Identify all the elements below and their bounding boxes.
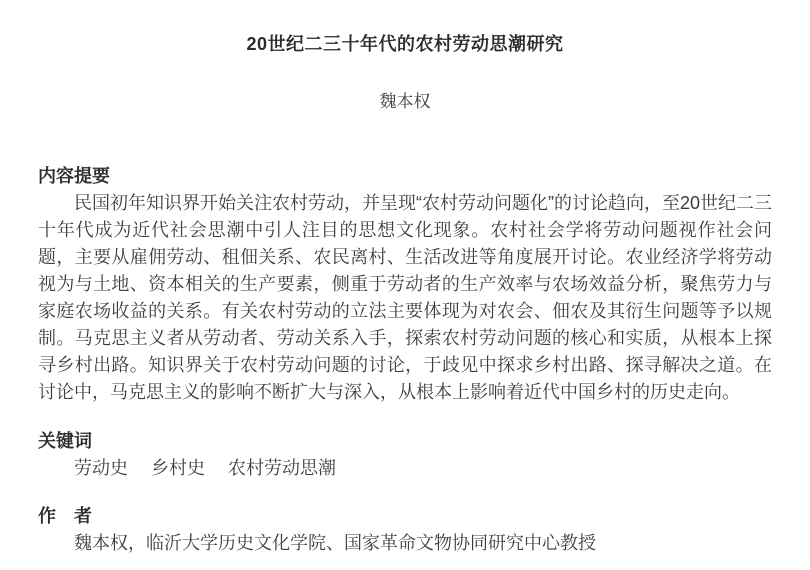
paper-title: 20世纪二三十年代的农村劳动思潮研究	[246, 34, 564, 54]
abstract-heading: 内容提要	[38, 166, 110, 186]
abstract-text: 民国初年知识界开始关注农村劳动，并呈现“农村劳动问题化”的讨论趋向，至20世纪二三十年代成为近代社会思潮中引人注目的思想文化现象。农村社会学将劳动问题视作社会问题，主要从雇佣劳动、租佃关系、农民离村、生活改进等角度展开讨论。农业经济学将劳动视为与土地、资本相关的生产要素，侧重于劳动者的生产效率与农场效益分析，聚焦劳力与家庭农场收益的关系。有关农村劳动的立法主要体现为对农会、佃农及其衍生问题等予以规制。马克思主义者从劳动者、劳动关系入手，探索农村劳动问题的核心和实质，从根本上探寻乡村出路。知识界关于农村劳动问题的讨论，于歧见中探求乡村出路、探寻解决之道。在讨论中，马克思主义的影响不断扩大与深入，从根本上影响着近代中国乡村的历史走向。	[38, 193, 773, 402]
keyword-item: 农村劳动思潮	[228, 458, 337, 478]
keywords-heading: 关键词	[38, 431, 92, 451]
author-affiliation: 魏本权，临沂大学历史文化学院、国家革命文物协同研究中心教授	[74, 533, 596, 553]
keywords-list	[38, 455, 772, 482]
paper-author: 魏本权	[379, 92, 431, 111]
keyword-item: 劳动史	[74, 458, 128, 478]
author-section-heading: 作 者	[38, 506, 92, 526]
keyword-item: 乡村史	[151, 458, 206, 478]
